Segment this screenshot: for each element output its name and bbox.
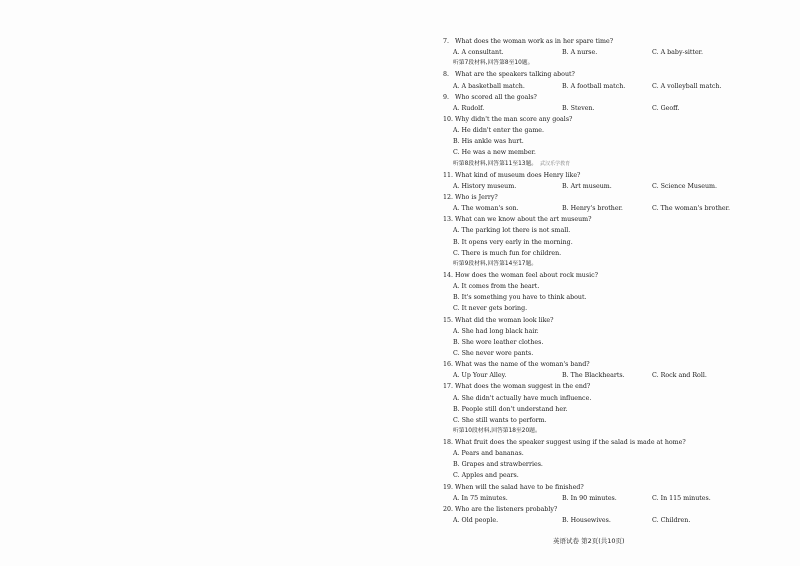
question-number: 17. bbox=[443, 383, 454, 391]
option-b: B. Housewives. bbox=[562, 517, 611, 525]
question-number: 18. bbox=[443, 439, 454, 447]
question-number: 15. bbox=[443, 316, 454, 324]
option-c: C. He was a new member. bbox=[453, 149, 536, 157]
option-b: B. People still don't understand her. bbox=[453, 405, 568, 413]
question-text: Who are the listeners probably? bbox=[455, 505, 558, 513]
question-number: 12. bbox=[443, 193, 454, 201]
question-14 bbox=[443, 270, 743, 281]
option-a: A. A basketball match. bbox=[453, 82, 525, 90]
question-15 bbox=[443, 315, 743, 326]
section-instruction bbox=[443, 159, 743, 170]
question-20 bbox=[443, 504, 743, 515]
question-7 bbox=[443, 36, 743, 47]
options-row bbox=[443, 515, 743, 526]
option-a: A. In 75 minutes. bbox=[453, 494, 508, 502]
option-b: B. His ankle was hurt. bbox=[453, 138, 524, 146]
option-b: B. A football match. bbox=[562, 82, 626, 90]
section-instruction: 听第7段材料,回答第8至10题。 bbox=[453, 60, 534, 67]
option-b: B. Grapes and strawberries. bbox=[453, 461, 543, 469]
question-number: 19. bbox=[443, 483, 454, 491]
option-a: A. She didn't actually have much influence. bbox=[453, 394, 592, 402]
question-9 bbox=[443, 92, 743, 103]
page-footer: 英语试卷 第2页(共10页) bbox=[553, 537, 625, 545]
option-b: B. It opens very early in the morning. bbox=[453, 238, 573, 246]
question-11 bbox=[443, 170, 743, 181]
question-number: 8. bbox=[443, 71, 450, 79]
question-text: What was the name of the woman's band? bbox=[455, 361, 590, 369]
option-a: A. The woman's son. bbox=[453, 205, 519, 213]
question-16 bbox=[443, 359, 743, 370]
option-a: A. Pears and bananas. bbox=[453, 450, 524, 458]
question-text: What can we know about the art museum? bbox=[455, 216, 592, 224]
watermark-text: 武汉乐学教育 bbox=[540, 160, 571, 167]
option-b: B. Art museum. bbox=[562, 182, 612, 190]
question-number: 9. bbox=[443, 93, 450, 101]
question-19 bbox=[443, 482, 743, 493]
question-column bbox=[443, 36, 743, 526]
section-instruction: 听第10段材料,回答第18至20题。 bbox=[453, 427, 541, 434]
option-c: C. She still wants to perform. bbox=[453, 416, 547, 424]
question-8 bbox=[443, 69, 743, 80]
question-number: 16. bbox=[443, 361, 454, 369]
question-10 bbox=[443, 114, 743, 125]
option-c: C. She never wore pants. bbox=[453, 349, 534, 357]
question-text: Why didn't the man score any goals? bbox=[455, 115, 573, 123]
option-a: A. Rudolf. bbox=[453, 104, 485, 112]
question-text: Who scored all the goals? bbox=[455, 93, 537, 101]
question-text: What does the woman work as in her spare time? bbox=[455, 38, 614, 45]
options-row bbox=[443, 370, 743, 381]
options-row bbox=[443, 47, 743, 58]
question-text: Who is Jerry? bbox=[455, 193, 498, 201]
question-number: 14. bbox=[443, 271, 454, 279]
option-b: B. A nurse. bbox=[562, 49, 598, 57]
section-instruction-text: 听第8段材料,回答第11至13题。 bbox=[453, 160, 538, 167]
option-c: C. The woman's brother. bbox=[652, 205, 730, 213]
options-row bbox=[443, 203, 743, 214]
question-text: What are the speakers talking about? bbox=[455, 71, 575, 79]
option-a: A. He didn't enter the game. bbox=[453, 127, 545, 135]
options-row bbox=[443, 103, 743, 114]
option-a: A. The parking lot there is not small. bbox=[453, 227, 571, 235]
option-a: A. History museum. bbox=[453, 182, 517, 190]
option-c: C. A baby-sitter. bbox=[652, 49, 703, 57]
question-text: What did the woman look like? bbox=[455, 316, 554, 324]
question-text: What kind of museum does Henry like? bbox=[455, 171, 581, 179]
option-b: B. The Blackhearts. bbox=[562, 372, 625, 380]
question-text: What fruit does the speaker suggest using if the salad is made at home? bbox=[455, 439, 686, 447]
question-number: 13. bbox=[443, 216, 454, 224]
question-12 bbox=[443, 192, 743, 203]
question-number: 11. bbox=[443, 171, 454, 179]
option-c: C. Rock and Roll. bbox=[652, 372, 707, 380]
option-c: C. There is much fun for children. bbox=[453, 249, 562, 257]
question-17 bbox=[443, 381, 743, 392]
option-a: A. Old people. bbox=[453, 517, 499, 525]
question-text: What does the woman suggest in the end? bbox=[455, 383, 591, 391]
question-18 bbox=[443, 437, 743, 448]
options-row bbox=[443, 81, 743, 92]
section-instruction: 听第9段材料,回答第14至17题。 bbox=[453, 260, 538, 267]
option-c: C. Apples and pears. bbox=[453, 472, 519, 480]
options-row bbox=[443, 181, 743, 192]
option-c: C. A volleyball match. bbox=[652, 82, 722, 90]
option-b: B. Henry's brother. bbox=[562, 205, 623, 213]
question-13 bbox=[443, 214, 743, 225]
option-b: B. It's something you have to think about. bbox=[453, 294, 587, 302]
question-number: 7. bbox=[443, 38, 450, 45]
question-number: 20. bbox=[443, 505, 454, 513]
option-c: C. In 115 minutes. bbox=[652, 494, 711, 502]
option-c: C. It never gets boring. bbox=[453, 305, 528, 313]
option-b: B. Steven. bbox=[562, 104, 595, 112]
option-a: A. A consultant. bbox=[453, 49, 504, 57]
option-b: B. She wore leather clothes. bbox=[453, 338, 544, 346]
option-a: A. Up Your Alley. bbox=[453, 372, 507, 380]
option-c: C. Science Museum. bbox=[652, 182, 717, 190]
option-c: C. Geoff. bbox=[652, 104, 680, 112]
option-c: C. Children. bbox=[652, 517, 691, 525]
option-a: A. It comes from the heart. bbox=[453, 283, 540, 291]
question-number: 10. bbox=[443, 115, 454, 123]
question-text: When will the salad have to be finished? bbox=[455, 483, 584, 491]
option-a: A. She had long black hair. bbox=[453, 327, 539, 335]
question-text: How does the woman feel about rock music? bbox=[455, 271, 599, 279]
options-row bbox=[443, 493, 743, 504]
option-b: B. In 90 minutes. bbox=[562, 494, 617, 502]
